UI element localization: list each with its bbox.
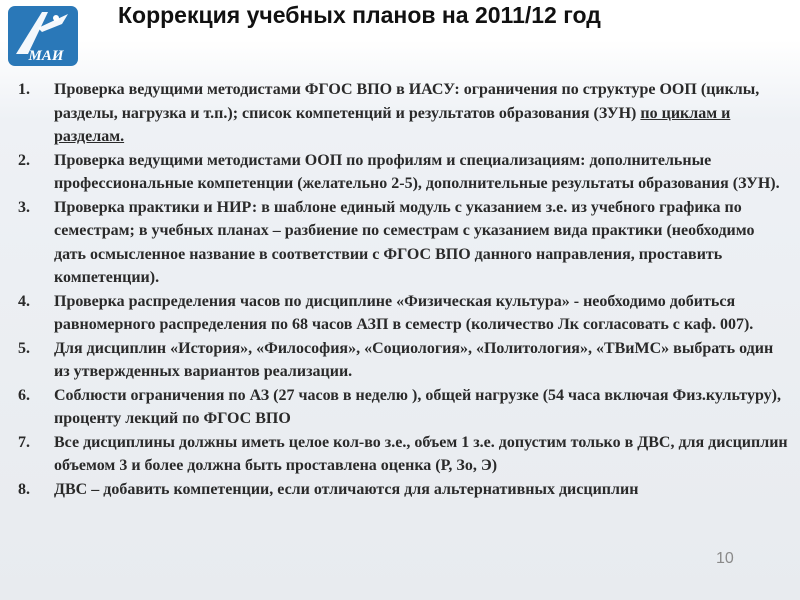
- list-item: [18, 431, 790, 478]
- list-item-text: Соблюсти ограничения по АЗ (27 часов в неделю ), общей нагрузке (54 часа включая Физ.культуру), проценту лекций по ФГОС ВПО: [54, 386, 781, 427]
- list-item-number: 1.: [18, 81, 30, 98]
- slide-title: Коррекция учебных планов на 2011/12 год: [118, 2, 601, 28]
- logo-text: МАИ: [28, 48, 64, 64]
- list-item: [18, 78, 790, 149]
- list-item-number: 8.: [18, 480, 30, 498]
- list-item-number: 6.: [18, 386, 30, 404]
- list-item-number: 7.: [18, 433, 30, 451]
- page-number: 10: [716, 550, 734, 567]
- mai-logo: [6, 4, 80, 68]
- list-item: [18, 196, 790, 290]
- list-item: [18, 478, 790, 502]
- list-item-text: Проверка ведущими методистами ООП по профилям и специализациям: дополнительные профессиональные компетенции (желательно 2-5), дополнительные результаты образования (ЗУН).: [54, 151, 780, 192]
- list-item-number: 3.: [18, 198, 30, 216]
- list-item: [18, 290, 790, 337]
- mai-logo-icon: [6, 4, 80, 68]
- list-item: [18, 149, 790, 196]
- list-item-number: 4.: [18, 292, 30, 310]
- list-item: [18, 384, 790, 431]
- list-item: [18, 337, 790, 384]
- list-item-text: Проверка распределения часов по дисциплине «Физическая культура» - необходимо добиться равномерного распределения по 68 часов АЗП в семестр (количество Лк согласовать с каф. 007).: [54, 292, 754, 333]
- list-item-text: Для дисциплин «История», «Философия», «Социология», «Политология», «ТВиМС» выбрать один из утвержденных вариантов реализации.: [54, 339, 774, 380]
- list-item-text: Проверка практики и НИР: в шаблоне единый модуль с указанием з.е. из учебного графика по семестрам; в учебных планах – разбиение по семестрам с указанием вида практики (необходимо дать осмысленное название в соответствии с ФГОС ВПО данного направления, проставить компетенции).: [54, 198, 755, 286]
- list-item-text: ДВС – добавить компетенции, если отличаются для альтернативных дисциплин: [54, 480, 639, 498]
- checklist: [18, 78, 790, 501]
- list-item-text: Проверка ведущими методистами ФГОС ВПО в ИАСУ: ограничения по структуре ООП (циклы, разделы, нагрузка и т.п.); список компетенций и результатов образования (ЗУН): [54, 81, 760, 122]
- list-item-number: 5.: [18, 339, 30, 357]
- list-item-text: Все дисциплины должны иметь целое кол-во з.е., объем 1 з.е. допустим только в ДВС, для дисциплин объемом 3 и более должна быть проставлена оценка (Р, Зо, Э): [54, 433, 788, 474]
- list-item-number: 2.: [18, 151, 30, 169]
- list-item-underlined-text: по циклам и разделам.: [54, 104, 731, 145]
